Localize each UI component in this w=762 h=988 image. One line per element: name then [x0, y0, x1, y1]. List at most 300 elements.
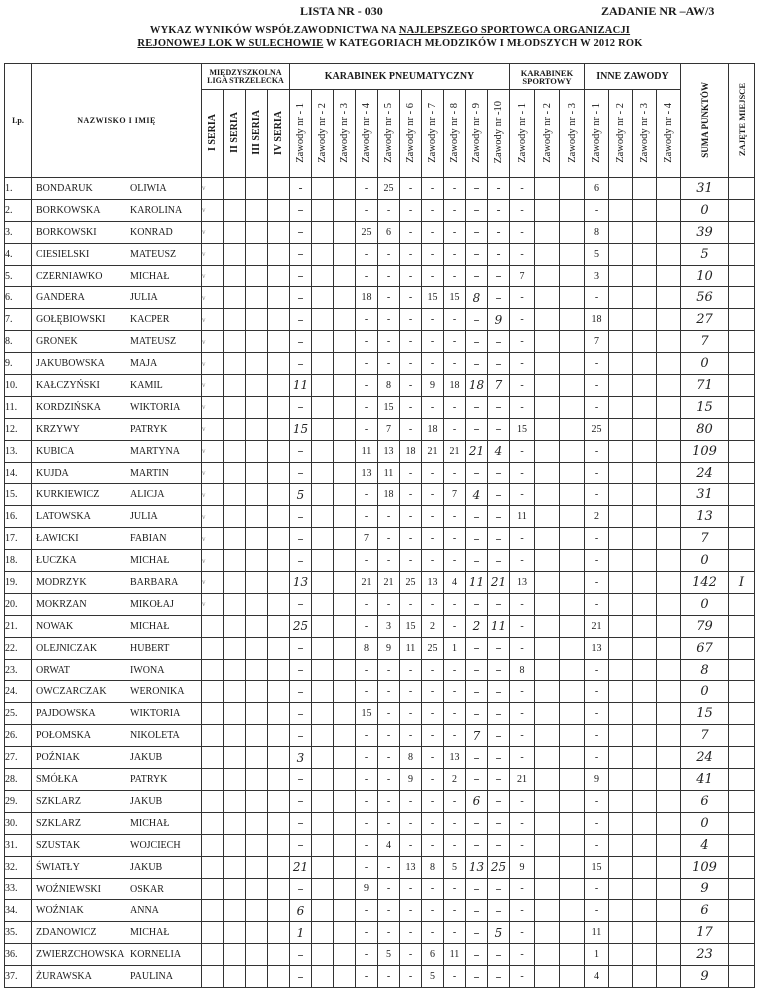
liga-seria-2	[224, 418, 246, 440]
inne-zawody-4	[657, 506, 681, 528]
inne-zawody-1: -	[585, 462, 609, 484]
first-name: MICHAŁ	[130, 270, 170, 282]
row-number: 4.	[5, 243, 32, 265]
first-name: MICHAŁ	[130, 817, 170, 829]
inne-zawody-4	[657, 462, 681, 484]
student-name	[32, 199, 202, 221]
sport-zawody-3	[560, 331, 585, 353]
liga-seria-3	[246, 659, 268, 681]
liga-seria-3	[246, 637, 268, 659]
sport-zawody-3	[560, 637, 585, 659]
pneu-zawody-1: –	[290, 506, 312, 528]
liga-seria-2	[224, 703, 246, 725]
sport-zawody-3	[560, 659, 585, 681]
surname: ŚWIATŁY	[36, 861, 80, 873]
liga-seria-1: v	[202, 528, 224, 550]
pneu-zawody-5: -	[378, 900, 400, 922]
pneu-zawody-2	[312, 878, 334, 900]
inne-zawody-3	[633, 221, 657, 243]
inne-zawody-1: 1	[585, 944, 609, 966]
sport-zawody-3	[560, 812, 585, 834]
points-sum: 71	[681, 375, 729, 397]
liga-seria-1	[202, 922, 224, 944]
inne-zawody-1: -	[585, 681, 609, 703]
pneu-zawody-5: -	[378, 659, 400, 681]
place-taken	[729, 944, 755, 966]
pneu-zawody-10: –	[488, 703, 510, 725]
row-number: 37.	[5, 966, 32, 988]
pneu-zawody-4: 9	[356, 878, 378, 900]
inne-zawody-3	[633, 287, 657, 309]
pneu-zawody-4: -	[356, 922, 378, 944]
inne-zawody-1: 13	[585, 637, 609, 659]
pneu-zawody-10: –	[488, 550, 510, 572]
sport-zawody-3	[560, 287, 585, 309]
place-taken	[729, 331, 755, 353]
pneu-zawody-9: –	[466, 199, 488, 221]
row-number: 18.	[5, 550, 32, 572]
liga-seria-3	[246, 178, 268, 200]
pneu-zawody-8: -	[444, 878, 466, 900]
pneu-zawody-6: -	[400, 199, 422, 221]
liga-seria-1	[202, 725, 224, 747]
pneu-zawody-3	[334, 900, 356, 922]
liga-seria-4	[268, 944, 290, 966]
pneu-zawody-7: -	[422, 309, 444, 331]
pneu-zawody-7: -	[422, 396, 444, 418]
sport-zawody-2	[535, 287, 560, 309]
inne-zawody-2	[609, 528, 633, 550]
liga-seria-4	[268, 922, 290, 944]
pneu-zawody-3	[334, 944, 356, 966]
sport-zawody-3	[560, 725, 585, 747]
liga-seria-4	[268, 659, 290, 681]
pneu-zawody-2	[312, 309, 334, 331]
pneu-zawody-10: –	[488, 747, 510, 769]
pneu-zawody-4: -	[356, 725, 378, 747]
student-name	[32, 922, 202, 944]
pneu-zawody-9: –	[466, 944, 488, 966]
row-number: 22.	[5, 637, 32, 659]
sport-zawody-3	[560, 396, 585, 418]
pneu-zawody-2	[312, 615, 334, 637]
inne-zawody-3	[633, 747, 657, 769]
pneu-zawody-7: 5	[422, 966, 444, 988]
first-name: MAJA	[130, 358, 158, 370]
inne-zawody-1: 25	[585, 418, 609, 440]
liga-seria-4	[268, 747, 290, 769]
sport-zawody-2	[535, 265, 560, 287]
pneu-zawody-1: –	[290, 834, 312, 856]
liga-seria-4	[268, 375, 290, 397]
liga-seria-1: v	[202, 243, 224, 265]
pneu-zawody-8: -	[444, 396, 466, 418]
table-row	[5, 769, 755, 791]
pneu-zawody-8: 11	[444, 944, 466, 966]
pneu-zawody-1: –	[290, 550, 312, 572]
sport-zawody-3	[560, 243, 585, 265]
sport-zawody-1: -	[510, 703, 535, 725]
inne-zawody-2	[609, 265, 633, 287]
pneu-zawody-4: 11	[356, 440, 378, 462]
pneu-zawody-3	[334, 462, 356, 484]
sport-zawody-1: -	[510, 178, 535, 200]
inne-zawody-2	[609, 944, 633, 966]
student-name	[32, 593, 202, 615]
liga-seria-3	[246, 922, 268, 944]
inne-zawody-3	[633, 659, 657, 681]
sport-zawody-3	[560, 484, 585, 506]
sport-zawody-2	[535, 528, 560, 550]
row-number: 34.	[5, 900, 32, 922]
inne-zawody-2	[609, 856, 633, 878]
inne-zawody-1: -	[585, 878, 609, 900]
pneu-zawody-8: -	[444, 331, 466, 353]
sport-zawody-3	[560, 462, 585, 484]
liga-seria-2	[224, 199, 246, 221]
surname: ZWIERZCHOWSKA	[36, 949, 125, 961]
liga-seria-4	[268, 353, 290, 375]
sport-zawody-2	[535, 353, 560, 375]
liga-seria-4	[268, 878, 290, 900]
pneu-zawody-6: -	[400, 265, 422, 287]
inne-zawody-1: -	[585, 703, 609, 725]
table-row	[5, 966, 755, 988]
table-row	[5, 178, 755, 200]
liga-seria-4	[268, 506, 290, 528]
liga-seria-2	[224, 506, 246, 528]
liga-seria-2	[224, 878, 246, 900]
sport-zawody-3	[560, 593, 585, 615]
inne-zawody-1: 7	[585, 331, 609, 353]
sport-zawody-3	[560, 834, 585, 856]
pneu-zawody-2	[312, 769, 334, 791]
row-number: 20.	[5, 593, 32, 615]
sport-zawody-3	[560, 922, 585, 944]
pneu-zawody-5: -	[378, 309, 400, 331]
inne-zawody-3	[633, 199, 657, 221]
surname: KAŁCZYŃSKI	[36, 380, 100, 392]
inne-zawody-2	[609, 572, 633, 594]
sport-zawody-1: -	[510, 922, 535, 944]
pneu-zawody-10: –	[488, 331, 510, 353]
liga-seria-4	[268, 615, 290, 637]
student-name	[32, 703, 202, 725]
sport-zawody-3	[560, 966, 585, 988]
inne-zawody-3	[633, 703, 657, 725]
student-name	[32, 856, 202, 878]
pneu-zawody-1: –	[290, 769, 312, 791]
place-taken	[729, 440, 755, 462]
liga-seria-3	[246, 725, 268, 747]
liga-seria-3	[246, 396, 268, 418]
pneu-zawody-4: -	[356, 681, 378, 703]
place-taken	[729, 593, 755, 615]
student-name	[32, 550, 202, 572]
surname: GOŁĘBIOWSKI	[36, 314, 106, 326]
liga-seria-2	[224, 790, 246, 812]
pneu-zawody-8: 18	[444, 375, 466, 397]
pneu-zawody-5: -	[378, 331, 400, 353]
liga-seria-3	[246, 966, 268, 988]
inne-zawody-3	[633, 856, 657, 878]
pneu-zawody-9: –	[466, 331, 488, 353]
pneu-zawody-3	[334, 418, 356, 440]
liga-seria-2	[224, 834, 246, 856]
pneu-zawody-9: –	[466, 396, 488, 418]
inne-zawody-4	[657, 900, 681, 922]
pneu-zawody-8: -	[444, 550, 466, 572]
sport-zawody-2	[535, 615, 560, 637]
points-sum: 4	[681, 834, 729, 856]
pneu-zawody-6: 8	[400, 747, 422, 769]
pneu-zawody-7: 15	[422, 287, 444, 309]
inne-zawody-3	[633, 966, 657, 988]
sport-zawody-2	[535, 856, 560, 878]
pneu-zawody-1: 3	[290, 747, 312, 769]
surname: BORKOWSKA	[36, 204, 101, 216]
liga-seria-4	[268, 966, 290, 988]
sport-zawody-1: -	[510, 747, 535, 769]
liga-seria-2	[224, 944, 246, 966]
pneu-zawody-6: -	[400, 834, 422, 856]
sport-zawody-1: -	[510, 944, 535, 966]
first-name: MICHAŁ	[130, 620, 170, 632]
liga-seria-1: v	[202, 440, 224, 462]
sport-zawody-1: -	[510, 966, 535, 988]
inne-zawody-4	[657, 922, 681, 944]
points-sum: 80	[681, 418, 729, 440]
place-taken	[729, 681, 755, 703]
place-taken	[729, 856, 755, 878]
surname: GRONEK	[36, 336, 78, 348]
pneu-zawody-6: -	[400, 309, 422, 331]
liga-seria-1: v	[202, 396, 224, 418]
sport-zawody-2	[535, 681, 560, 703]
liga-seria-4	[268, 834, 290, 856]
pneu-zawody-8: 4	[444, 572, 466, 594]
pneu-zawody-7: -	[422, 659, 444, 681]
first-name: HUBERT	[130, 642, 170, 654]
pneu-zawody-7: 8	[422, 856, 444, 878]
pneu-zawody-5: -	[378, 528, 400, 550]
pneu-zawody-1: –	[290, 812, 312, 834]
place-taken	[729, 375, 755, 397]
sport-zawody-3	[560, 440, 585, 462]
pneu-zawody-9: –	[466, 681, 488, 703]
student-name	[32, 265, 202, 287]
first-name: KAROLINA	[130, 204, 183, 216]
inne-zawody-1: -	[585, 353, 609, 375]
pneu-zawody-8: -	[444, 593, 466, 615]
pneu-zawody-1: –	[290, 725, 312, 747]
table-row	[5, 593, 755, 615]
place-taken	[729, 922, 755, 944]
surname: MODRZYK	[36, 577, 87, 589]
pneu-zawody-1: 15	[290, 418, 312, 440]
student-name	[32, 440, 202, 462]
pneu-zawody-8: 7	[444, 484, 466, 506]
pneu-zawody-2	[312, 287, 334, 309]
table-row	[5, 484, 755, 506]
liga-seria-1	[202, 812, 224, 834]
sport-zawody-2	[535, 593, 560, 615]
pneu-zawody-10: –	[488, 725, 510, 747]
table-row	[5, 856, 755, 878]
pneu-zawody-10: -	[488, 221, 510, 243]
inne-zawody-4	[657, 747, 681, 769]
place-taken	[729, 769, 755, 791]
inne-zawody-4	[657, 593, 681, 615]
pneu-zawody-3	[334, 922, 356, 944]
inne-zawody-1: 3	[585, 265, 609, 287]
pneu-zawody-1: –	[290, 528, 312, 550]
document-title	[60, 24, 720, 50]
liga-seria-1	[202, 747, 224, 769]
liga-seria-1: v	[202, 462, 224, 484]
row-number: 26.	[5, 725, 32, 747]
inne-zawody-1: -	[585, 375, 609, 397]
pneu-zawody-7: -	[422, 528, 444, 550]
pneu-zawody-8: -	[444, 199, 466, 221]
inne-zawody-1: 8	[585, 221, 609, 243]
liga-seria-3	[246, 199, 268, 221]
liga-seria-3	[246, 484, 268, 506]
sport-zawody-3	[560, 178, 585, 200]
pneu-zawody-7: -	[422, 550, 444, 572]
pneu-zawody-3	[334, 265, 356, 287]
surname: KUJDA	[36, 467, 69, 479]
pneu-zawody-4: -	[356, 396, 378, 418]
pneu-zawody-5: -	[378, 353, 400, 375]
pneu-zawody-7: -	[422, 331, 444, 353]
pneu-zawody-4: -	[356, 265, 378, 287]
first-name: WIKTORIA	[130, 708, 181, 720]
pneu-zawody-3	[334, 966, 356, 988]
table-row	[5, 637, 755, 659]
table-row	[5, 199, 755, 221]
liga-seria-2	[224, 309, 246, 331]
pneu-zawody-1: -	[290, 178, 312, 200]
sport-zawody-3	[560, 528, 585, 550]
liga-seria-4	[268, 790, 290, 812]
pneu-zawody-1: –	[290, 944, 312, 966]
inne-zawody-1: -	[585, 790, 609, 812]
pneu-zawody-7: -	[422, 593, 444, 615]
sport-zawody-1: -	[510, 331, 535, 353]
pneu-zawody-6: -	[400, 550, 422, 572]
row-number: 7.	[5, 309, 32, 331]
place-taken	[729, 265, 755, 287]
liga-seria-4	[268, 484, 290, 506]
pneu-zawody-6: -	[400, 506, 422, 528]
sport-zawody-3	[560, 790, 585, 812]
pneu-zawody-2	[312, 812, 334, 834]
inne-zawody-4	[657, 615, 681, 637]
points-sum: 7	[681, 725, 729, 747]
pneu-zawody-2	[312, 681, 334, 703]
liga-seria-3	[246, 550, 268, 572]
pneu-zawody-8: -	[444, 178, 466, 200]
liga-seria-1	[202, 856, 224, 878]
inne-zawody-2	[609, 747, 633, 769]
liga-seria-2	[224, 856, 246, 878]
first-name: MIKOŁAJ	[130, 598, 174, 610]
inne-zawody-2	[609, 309, 633, 331]
points-sum: 13	[681, 506, 729, 528]
pneu-zawody-4: 15	[356, 703, 378, 725]
pneu-zawody-1: 1	[290, 922, 312, 944]
sport-zawody-1: -	[510, 615, 535, 637]
title-line1-b: NAJLEPSZEGO SPORTOWCA ORGANIZACJI	[398, 25, 631, 36]
pneu-zawody-3	[334, 681, 356, 703]
pneu-zawody-3	[334, 703, 356, 725]
pneu-zawody-3	[334, 309, 356, 331]
inne-zawody-1: -	[585, 834, 609, 856]
pneu-zawody-3	[334, 221, 356, 243]
pneu-zawody-8: -	[444, 309, 466, 331]
pneu-zawody-9: –	[466, 703, 488, 725]
pneu-zawody-6: 15	[400, 615, 422, 637]
inne-zawody-3	[633, 769, 657, 791]
place-taken	[729, 243, 755, 265]
pneu-zawody-10: –	[488, 659, 510, 681]
sport-zawody-2	[535, 637, 560, 659]
pneu-zawody-8: -	[444, 922, 466, 944]
liga-seria-2	[224, 221, 246, 243]
first-name: ALICJA	[130, 489, 165, 501]
liga-seria-1: v	[202, 265, 224, 287]
pneu-zawody-7: -	[422, 900, 444, 922]
pneu-zawody-1: 5	[290, 484, 312, 506]
liga-seria-2	[224, 550, 246, 572]
points-sum: 0	[681, 199, 729, 221]
place-taken	[729, 637, 755, 659]
pneu-zawody-1: –	[290, 440, 312, 462]
row-number: 8.	[5, 331, 32, 353]
sport-zawody-1: -	[510, 790, 535, 812]
student-name	[32, 178, 202, 200]
pneu-zawody-7: -	[422, 834, 444, 856]
sport-zawody-1: -	[510, 725, 535, 747]
inne-zawody-4	[657, 703, 681, 725]
row-number: 16.	[5, 506, 32, 528]
table-row	[5, 353, 755, 375]
sport-zawody-1: -	[510, 462, 535, 484]
pneu-zawody-10: –	[488, 944, 510, 966]
sport-zawody-2	[535, 440, 560, 462]
sport-zawody-1: -	[510, 221, 535, 243]
inne-zawody-3	[633, 353, 657, 375]
inne-zawody-2	[609, 725, 633, 747]
liga-seria-4	[268, 199, 290, 221]
sport-zawody-3	[560, 703, 585, 725]
points-sum: 0	[681, 681, 729, 703]
pneu-zawody-3	[334, 812, 356, 834]
pneu-zawody-6: -	[400, 900, 422, 922]
inne-zawody-3	[633, 878, 657, 900]
pneu-zawody-1: –	[290, 659, 312, 681]
place-taken	[729, 353, 755, 375]
sport-zawody-1: -	[510, 243, 535, 265]
pneu-zawody-5: 21	[378, 572, 400, 594]
pneu-zawody-6: -	[400, 725, 422, 747]
document-header	[0, 4, 762, 20]
pneu-zawody-7: -	[422, 221, 444, 243]
inne-zawody-1: -	[585, 550, 609, 572]
inne-zawody-1: 9	[585, 769, 609, 791]
pneu-zawody-7: -	[422, 199, 444, 221]
